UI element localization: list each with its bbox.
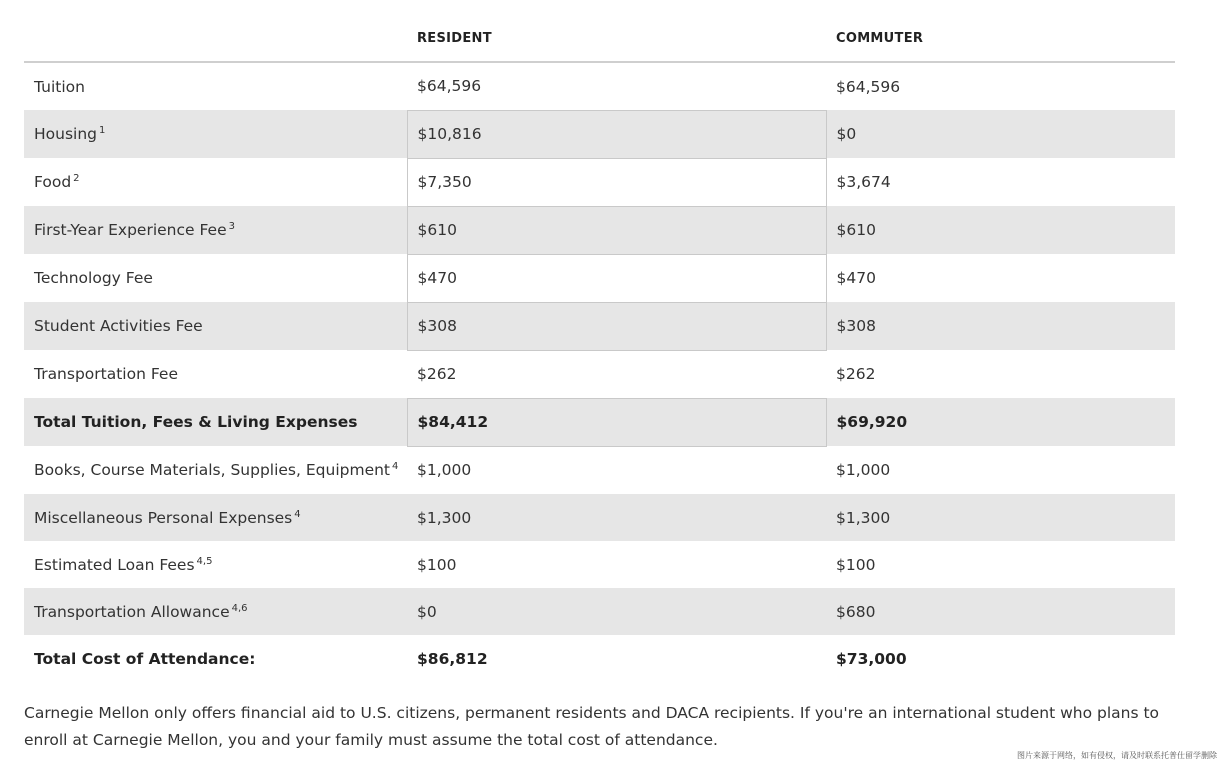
resident-value: $610 [407, 206, 826, 254]
footnote-ref: 4 [294, 508, 301, 520]
commuter-value: $0 [826, 110, 1175, 158]
resident-value: $470 [407, 254, 826, 302]
commuter-value: $1,300 [826, 494, 1175, 541]
row-label: Estimated Loan Fees $^{4,5}$ [34, 555, 213, 574]
footnote-ref: 2 [73, 173, 80, 184]
row-label: Total Tuition, Fees & Living Expenses [24, 398, 407, 446]
table-row-food [24, 158, 1175, 206]
table-row-misc-expenses [24, 494, 1175, 541]
row-label: Food $^2$ [34, 173, 80, 191]
table-row-books [24, 446, 1175, 494]
resident-value: $100 [417, 555, 457, 574]
cost-of-attendance-table [24, 16, 1175, 682]
row-label: Tuition [34, 77, 85, 96]
resident-value: $7,350 [407, 158, 826, 206]
commuter-value: $1,000 [836, 461, 891, 479]
footnote-ref: 4,6 [231, 602, 248, 614]
header-label [24, 16, 407, 62]
resident-value: $308 [407, 302, 826, 350]
table-row-transportation-allowance [24, 588, 1175, 635]
footnote-ref: 4,5 [196, 555, 213, 567]
commuter-value: $73,000 [836, 649, 907, 668]
header-resident: RESIDENT [407, 16, 826, 62]
resident-value: $84,412 [407, 398, 826, 446]
resident-value: $262 [417, 365, 457, 383]
table-row-total-cost-of-attendance [24, 635, 1175, 682]
footnote-ref: 1 [99, 125, 106, 136]
header-commuter: COMMUTER [826, 16, 1175, 62]
table-row-transportation-fee [24, 350, 1175, 398]
resident-value: $86,812 [417, 649, 488, 668]
table-row-student-activities-fee [24, 302, 1175, 350]
commuter-value: $69,920 [826, 398, 1175, 446]
row-label: Total Cost of Attendance: [34, 649, 256, 668]
table-header-row [24, 16, 1175, 62]
table-row-total-tuition-fees [24, 398, 1175, 446]
row-label: Student Activities Fee [24, 302, 407, 350]
resident-value: $64,596 [417, 77, 482, 96]
resident-value: $0 [407, 588, 826, 635]
commuter-value: $470 [836, 269, 876, 287]
row-label: Housing $^1$ [24, 110, 407, 158]
resident-value: $1,300 [407, 494, 826, 541]
row-label: Technology Fee [34, 269, 153, 287]
footnote-ref: 3 [228, 221, 235, 232]
row-label: Miscellaneous Personal Expenses $^4$ [24, 494, 407, 541]
commuter-value: $308 [826, 302, 1175, 350]
table-row-tuition [24, 62, 1175, 110]
row-label: Books, Course Materials, Supplies, Equipment $^4$ [34, 461, 399, 479]
table-row-first-year-fee [24, 206, 1175, 254]
row-label: Transportation Fee [34, 365, 178, 383]
commuter-value: $64,596 [836, 77, 901, 96]
commuter-value: $3,674 [836, 173, 891, 191]
commuter-value: $610 [826, 206, 1175, 254]
commuter-value: $680 [826, 588, 1175, 635]
table-row-loan-fees [24, 541, 1175, 588]
financial-aid-note: Carnegie Mellon only offers financial aid to U.S. citizens, permanent residents and DACA recipients. If you're an international student who plans to enroll at Carnegie Mellon, you and your family must assume the total cost of attendance. [24, 704, 1160, 749]
table-row-technology-fee [24, 254, 1175, 302]
row-label: First-Year Experience Fee $^3$ [24, 206, 407, 254]
resident-value: $10,816 [407, 110, 826, 158]
footnote-ref: 4 [392, 461, 399, 472]
commuter-value: $100 [836, 555, 876, 574]
table-row-housing [24, 110, 1175, 158]
resident-value: $1,000 [417, 461, 472, 480]
source-watermark: 图片来源于网络，如有侵权，请及时联系托普仕留学删除 [1017, 751, 1217, 760]
row-label: Transportation Allowance $^{4,6}$ [24, 588, 407, 635]
commuter-value: $262 [836, 365, 876, 383]
